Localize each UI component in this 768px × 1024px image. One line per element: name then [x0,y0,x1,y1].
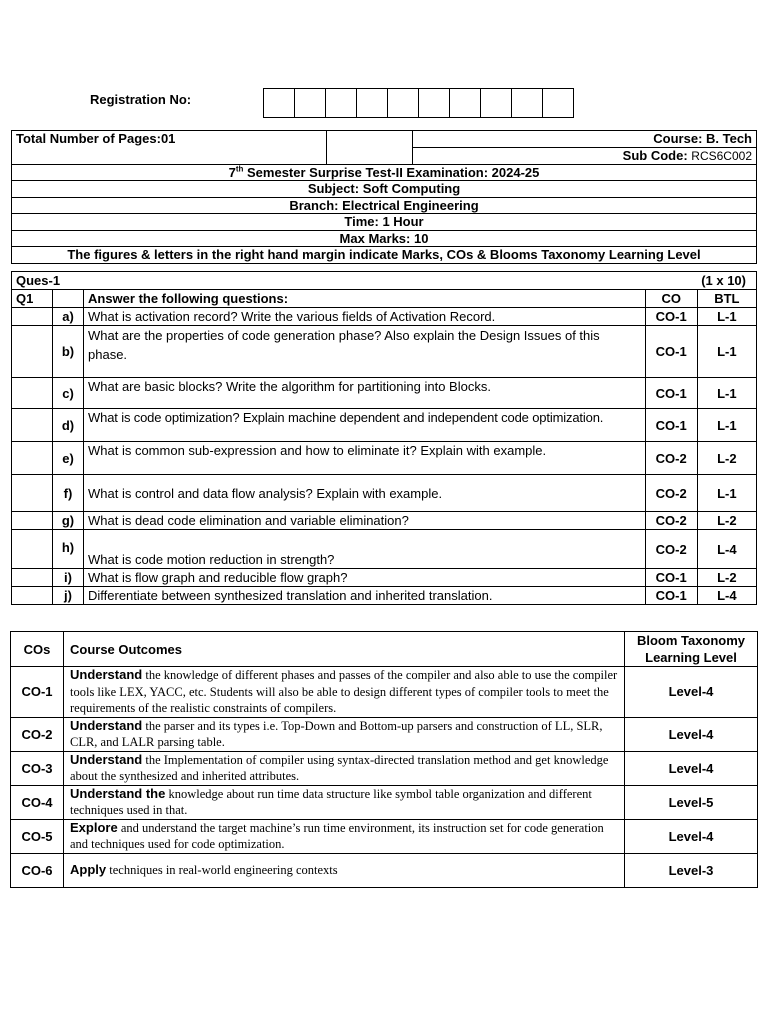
q-number: Q1 [12,290,53,308]
question-label: f) [53,475,84,512]
outcome-co: CO-1 [11,667,64,718]
question-label: d) [53,409,84,442]
question-label: e) [53,442,84,475]
outcome-text: knowledge about run time data structure like symbol table organization and different techniques used in that. [70,786,592,817]
registration-boxes [264,88,574,118]
question-text: What is dead code elimination and variable elimination? [84,512,646,530]
outcome-co: CO-3 [11,751,64,785]
question-text: What is flow graph and reducible flow graph? [84,569,646,587]
question-btl: L-1 [697,326,756,378]
question-btl: L-1 [697,409,756,442]
question-co: CO-1 [645,587,697,605]
question-co: CO-2 [645,512,697,530]
outcome-level: Level-4 [625,667,758,718]
question-co: CO-2 [645,530,697,569]
reg-box[interactable] [387,88,419,118]
outcome-text: and understand the target machine’s run time environment, its instruction set for code generation and techniques used for code optimization. [70,820,604,851]
reg-box[interactable] [449,88,481,118]
reg-box[interactable] [511,88,543,118]
outcome-lead: Understand the [70,785,166,801]
exam-header-table [11,130,757,264]
section-marks: (1 x 10) [697,272,756,290]
reg-box[interactable] [263,88,295,118]
co-col-header: COs [11,632,64,667]
outcome-level: Level-4 [625,819,758,853]
question-text: What is activation record? Write the various fields of Activation Record. [84,308,646,326]
question-text: What is code optimization? Explain machine dependent and independent code optimization. [84,409,646,442]
question-co: CO-1 [645,378,697,409]
section-label: Ques-1 [12,272,698,290]
question-co: CO-1 [645,308,697,326]
question-btl: L-1 [697,378,756,409]
empty-cell [12,587,53,605]
branch: Branch: Electrical Engineering [12,197,757,214]
question-label: j) [53,587,84,605]
btl-header: BTL [697,290,756,308]
outcome-lead: Understand [70,717,143,733]
question-btl: L-1 [697,308,756,326]
reg-box[interactable] [418,88,450,118]
outcome-level: Level-3 [625,853,758,887]
empty-cell [327,131,413,165]
question-co: CO-1 [645,409,697,442]
question-label: i) [53,569,84,587]
exam-sem-sup: th [235,164,244,174]
empty-cell [12,326,53,378]
question-label: a) [53,308,84,326]
outcome-col-header: Course Outcomes [64,632,625,667]
question-btl: L-2 [697,569,756,587]
outcome-description [64,667,625,718]
empty-cell [12,409,53,442]
empty-cell [12,569,53,587]
level-header-line1: Bloom Taxonomy [636,633,746,648]
reg-box[interactable] [294,88,326,118]
outcome-description [64,785,625,819]
empty-cell [12,530,53,569]
total-pages: Total Number of Pages:01 [12,131,327,165]
reg-box[interactable] [325,88,357,118]
q-heading: Answer the following questions: [84,290,646,308]
outcome-text: techniques in real-world engineering contexts [106,862,338,877]
outcome-level: Level-4 [625,751,758,785]
question-co: CO-1 [645,326,697,378]
outcome-co: CO-6 [11,853,64,887]
registration-label: Registration No: [90,92,192,107]
question-btl: L-2 [697,442,756,475]
question-co: CO-2 [645,475,697,512]
time: Time: 1 Hour [12,214,757,231]
question-co: CO-2 [645,442,697,475]
course-outcomes-table [10,631,758,888]
question-label: b) [53,326,84,378]
outcome-description [64,717,625,751]
question-label: g) [53,512,84,530]
exam-sem-num: 7 [228,164,236,180]
empty-cell [12,442,53,475]
question-text: Differentiate between synthesized translation and inherited translation. [84,587,646,605]
sub-code [413,147,757,164]
question-text: What is common sub-expression and how to eliminate it? Explain with example. [84,442,646,475]
outcome-text: the parser and its types i.e. Top-Down and Bottom-up parsers and construction of LL, SLR, CLR, and LALR parsing table. [70,718,603,749]
outcome-level: Level-4 [625,717,758,751]
co-header: CO [645,290,697,308]
question-text: What are the properties of code generation phase? Also explain the Design Issues of this phase. [84,326,646,378]
subject: Subject: Soft Computing [12,181,757,198]
exam-title-rest: Semester Surprise Test-II Examination: 2024-25 [243,164,540,180]
sub-code-value: RCS6C002 [691,148,752,163]
question-btl: L-1 [697,475,756,512]
empty-cell [12,378,53,409]
question-btl: L-4 [697,587,756,605]
level-col-header [625,632,758,667]
level-header-line2: Learning Level [645,650,737,665]
outcome-lead: Apply [70,861,107,877]
question-co: CO-1 [645,569,697,587]
outcome-description [64,751,625,785]
outcome-description [64,819,625,853]
outcome-text: the knowledge of different phases and passes of the compiler and also able to use the compiler tools like LEX, YACC, etc. Students will also be able to design different types of compiler tools to meet the requirements of the realistic constraints of compilers. [70,668,618,715]
question-text: What is control and data flow analysis? Explain with example. [84,475,646,512]
outcome-co: CO-2 [11,717,64,751]
question-btl: L-4 [697,530,756,569]
empty-cell [12,308,53,326]
empty-cell [53,290,84,308]
outcome-co: CO-5 [11,819,64,853]
outcome-lead: Explore [70,819,118,835]
outcome-text: the Implementation of compiler using syntax-directed translation method and get knowledge about the synthesized and inherited attributes. [70,752,609,783]
question-text: What are basic blocks? Write the algorithm for partitioning into Blocks. [84,378,646,409]
reg-box[interactable] [542,88,574,118]
outcome-description [64,853,625,887]
question-label: h) [53,530,84,569]
reg-box[interactable] [356,88,388,118]
empty-cell [12,475,53,512]
empty-cell [12,512,53,530]
max-marks: Max Marks: 10 [12,230,757,247]
outcome-level: Level-5 [625,785,758,819]
instruction: The figures & letters in the right hand margin indicate Marks, COs & Blooms Taxonomy Learning Level [12,247,757,264]
questions-table [11,271,757,605]
question-label: c) [53,378,84,409]
outcome-co: CO-4 [11,785,64,819]
sub-code-label: Sub Code: [622,147,688,163]
outcome-lead: Understand [70,751,143,767]
question-btl: L-2 [697,512,756,530]
course: Course: B. Tech [413,131,757,148]
question-text: What is code motion reduction in strength? [84,530,646,569]
outcome-lead: Understand [70,667,143,682]
reg-box[interactable] [480,88,512,118]
exam-title [12,164,757,181]
